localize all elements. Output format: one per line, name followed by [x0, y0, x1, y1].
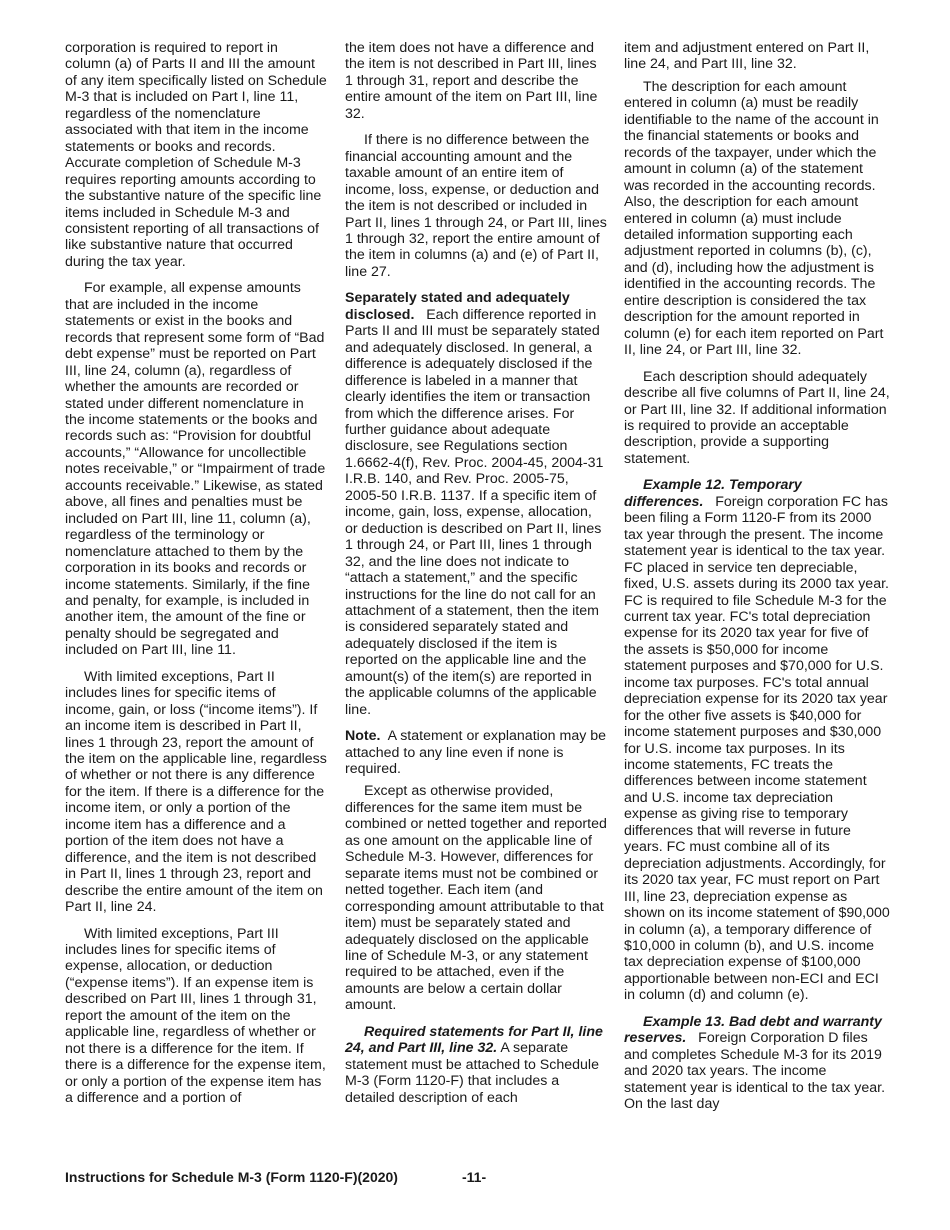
footer-title: Instructions for Schedule M-3 (Form 1120-F)(2020) [65, 1169, 398, 1185]
paragraph: If there is no difference between the financial accounting amount and the taxable amount of an entire item of income, loss, expense, or deduction and the item is not described or included in Part II, lines 1 through 24, or Part III, lines 1 through 32, report the entire amount of the item in columns (a) and (e) of Part II, line 27. [345, 132, 607, 280]
paragraph-body: Foreign Corporation D files and completes Schedule M-3 for its 2019 and 2020 tax years. The income statement year is identical to the tax year. On the last day [624, 1030, 886, 1113]
section-heading: Required statements for Part II, line 24, and Part III, line 32. [345, 1023, 603, 1057]
paragraph: For example, all expense amounts that are included in the income statements or exist in the books and records that represent some form of “Bad debt expense” must be reported on Part III, line 24, column (a), regardless of whether the amounts are recorded or stated under different nomenclature in the income statements or the books and records such as: “Provision for doubtful accounts,” “Allowance for uncollectible notes receivable,” or “Impairment of trade accounts receivable.” Likewise, as stated above, all fines and penalties must be included on Part III, line 11, column (a), regardless of the terminology or nomenclature attached to them by the corporation in its books and records or income statements. Similarly, if the fine and penalty, for example, is included in another item, the amount of the fine or penalty should be segregated and included on Part III, line 11. [65, 280, 326, 659]
paragraph: the item does not have a difference and the item is not described in Part III, lines 1 through 31, report and describe the entire amount of the item on Part III, line 32. [345, 40, 598, 122]
paragraph-body: Foreign corporation FC has been filing a Form 1120-F from its 2000 tax year through the present. The income statement year is identical to the tax year. FC placed in service ten depreciable, fixed, U.S. assets during its 2000 tax year. FC is required to file Schedule M-3 for the current tax year. FC's total depreciation expense for its 2020 tax year for five of the assets is $50,000 for income statement purposes and $70,000 for U.S. income tax purposes. FC's total annual depreciation expense for its 2020 tax year for the other five assets is $40,000 for income statement purposes and $30,000 for U.S. income tax purposes. In its income statements, FC treats the differences between income statement and U.S. income tax depreciation expense as giving rise to temporary differences that will reverse in future years. FC must combine all of its depreciation adjustments. Accordingly, for its 2020 tax year, FC must report on Part III, line 23, depreciation expense as shown on its income statement of $90,000 in column (a), a temporary difference of $10,000 in column (b), and U.S. income tax depreciation expense of $100,000 apportionable between non-ECI and ECI in column (d) and column (e). [624, 493, 890, 1004]
paragraph-body: A statement or explanation may be attached to any line even if none is required. [345, 728, 607, 778]
example-heading: Example 12. Temporary differences. [624, 477, 802, 510]
paragraph [345, 290, 607, 718]
paragraph [345, 1024, 607, 1106]
paragraph: Except as otherwise provided, differences for the same item must be combined or netted together and reported as one amount on the applicable line of Schedule M-3. However, differences for separate items must not be combined or netted together. Each item (and corresponding amount attributable to that item) must be separately stated and adequately disclosed on the applicable line of Schedule M-3, or any statement required to be attached, even if the amounts are below a certain dollar amount. [345, 783, 607, 1014]
paragraph-body: A separate statement must be attached to Schedule M-3 (Form 1120-F) that includes a detailed description of each [345, 1040, 599, 1106]
paragraph [624, 1014, 890, 1113]
text-column-2 [345, 40, 607, 1116]
paragraph: item and adjustment entered on Part II, line 24, and Part III, line 32. [624, 40, 870, 73]
example-heading: Example 13. Bad debt and warranty reserves. [624, 1013, 882, 1047]
text-column-3 [624, 40, 890, 1123]
paragraph: corporation is required to report in column (a) of Parts II and III the amount of any item specifically listed on Schedule M-3 that is included on Part I, line 11, regardless of the nomenclature associated with that item in the income statements or books and records. Accurate completion of Schedule M-3 requires reporting amounts according to the substantive nature of the specific line items included in Schedule M-3 and consistent reporting of all transactions of like substantive nature that occurred during the tax year. [65, 40, 327, 270]
text-column-1 [65, 40, 327, 1117]
paragraph: With limited exceptions, Part II includes lines for specific items of income, gain, or loss (“income items”). If an income item is described in Part II, lines 1 through 23, report the amount of the item on the applicable line, regardless of whether or not there is any difference for the item. If there is a difference for the income item, or only a portion of the income item has a difference and a portion of the item does not have a difference, and the item is not described in Part II, lines 1 through 23, report and describe the entire amount of the item on Part II, line 24. [65, 668, 327, 916]
page-number: -11- [462, 1169, 487, 1185]
paragraph [624, 477, 890, 1004]
note-label: Note. [345, 728, 381, 745]
section-heading: Separately stated and adequately disclosed. [345, 290, 570, 323]
paragraph: With limited exceptions, Part III includes lines for specific items of expense, allocation, or deduction (“expense items”). If an expense item is described on Part III, lines 1 through 31, report the amount of the item on the applicable line, regardless of whether or not there is a difference for the item. If there is a difference for the expense item, or only a portion of the expense item has a difference and a portion of [65, 925, 326, 1107]
paragraph-body: Each difference reported in Parts II and III must be separately stated and adequately disclosed. In general, a difference is adequately disclosed if the difference is labeled in a manner that clearly identifies the item or transaction from which the difference arises. For further guidance about adequate disclosure, see Regulations section 1.6662-4(f), Rev. Proc. 2004-45, 2004-31 I.R.B. 140, and Rev. Proc. 2005-75, 2005-50 I.R.B. 1137. If a specific item of income, gain, loss, expense, allocation, or deduction is described on Part II, lines 1 through 24, or Part III, lines 1 through 32, and the line does not indicate to “attach a statement,” and the specific instructions for the line do not call for an attachment of a statement, then the item is considered separately stated and adequately disclosed if the item is reported on the applicable line and the amount(s) of the item(s) are reported in the applicable columns of the applicable line. [345, 306, 604, 718]
paragraph [345, 728, 607, 777]
paragraph: The description for each amount entered in column (a) must be readily identifiable to the name of the account in the financial statements or books and records of the taxpayer, under which the amount in column (a) of the statement was recorded in the accounting records. Also, the description for each amount entered in column (a) must include detailed information supporting each adjustment reported in columns (b), (c), and (d), including how the adjustment is identified in the accounting records. The entire description is considered the tax description for the amount reported in column (e) for each item reported on Part II, line 24, or Part III, line 32. [624, 78, 884, 359]
paragraph: Each description should adequately describe all five columns of Part II, line 24, or Part III, line 32. If additional information is required to provide an acceptable description, provide a supporting statement. [624, 368, 890, 467]
